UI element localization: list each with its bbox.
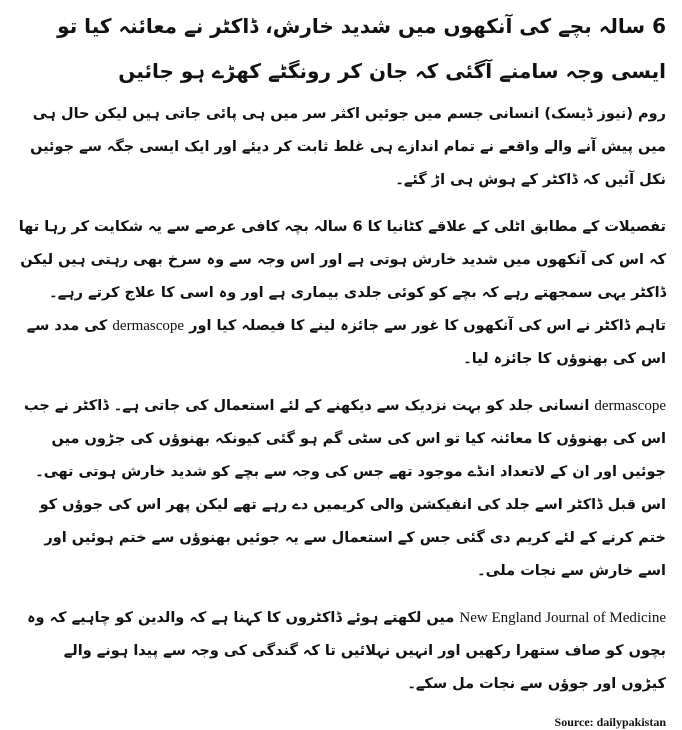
paragraph-text: میں لکھتے ہوئے ڈاکٹروں کا کہنا ہے کہ والدین کو چاہیے کہ وہ بچوں کو صاف ستھرا رکھیں اور انہیں نہلائیں تا کہ گندگی کی وجہ سے پیدا ہونے والے کیڑوں اور جوؤں سے نجات مل سکے۔ (27, 610, 666, 692)
article-paragraph-details (18, 211, 666, 376)
paragraph-text: تفصیلات کے مطابق اٹلی کے علاقے کٹانیا کا 6 سالہ بچہ کافی عرصے سے یہ شکایت کر رہا تھا کہ اس کی آنکھوں میں شدید خارش ہوتی ہے اور اس وجہ سے وہ سرخ بھی رہتی ہیں لیکن ڈاکٹر یہی سمجھتے رہے کہ بچے کو کوئی جلدی بیماری ہے اور وہ اسی کا علاج کرتے رہے۔ تاہم ڈاکٹر نے اس کی آنکھوں کا غور سے جائزہ لینے کا فیصلہ کیا اور (18, 219, 666, 334)
article-paragraph-advice (18, 602, 666, 701)
paragraph-text: کی مدد سے اس کی بھنوؤں کا جائزہ لیا۔ (26, 318, 666, 367)
article-paragraph-diagnosis (18, 390, 666, 588)
journal-name: New England Journal of Medicine (459, 610, 666, 626)
paragraph-text: انسانی جلد کو بہت نزدیک سے دیکھنے کے لئے استعمال کی جاتی ہے۔ ڈاکٹر نے جب اس کی بھنوؤں کا معائنہ کیا تو اس کی سٹی گم ہو گئی کیونکہ بھنوؤں کی جڑوں میں جوئیں اور ان کے لاتعداد انڈے موجود تھے جس کی وجہ سے بچے کو شدید خارش ہوتی تھی۔ اس قبل ڈاکٹر اسے جلد کی انفیکشن والی کریمیں دے رہے تھے لیکن پھر اس کی جوؤں کو ختم کرنے کے لئے کریم دی گئی جس کے استعمال سے یہ جوئیں بھنوؤں سے ختم ہوئیں اور اسے خارش سے نجات ملی۔ (24, 398, 666, 579)
dermascope-term: dermascope (112, 318, 185, 334)
article-paragraph-intro: روم (نیوز ڈیسک) انسانی جسم میں جوئیں اکثر سر میں ہی پائی جاتی ہیں لیکن حال ہی میں پیش آنے والے واقعے نے تمام اندازے ہی غلط ثابت کر دیئے اور ایک ایسی جگہ سے جوئیں نکل آئیں کہ ڈاکٹر کے ہوش ہی اڑ گئے۔ (30, 106, 666, 188)
article-headline: 6 سالہ بچے کی آنکھوں میں شدید خارش، ڈاکٹر نے معائنہ کیا تو ایسی وجہ سامنے آگئی کہ جان کر رونگٹے کھڑے ہو جائیں (57, 14, 666, 83)
dermascope-term: dermascope (594, 398, 666, 414)
news-article (18, 4, 666, 730)
source-credit: Source: dailypakistan (554, 715, 666, 729)
